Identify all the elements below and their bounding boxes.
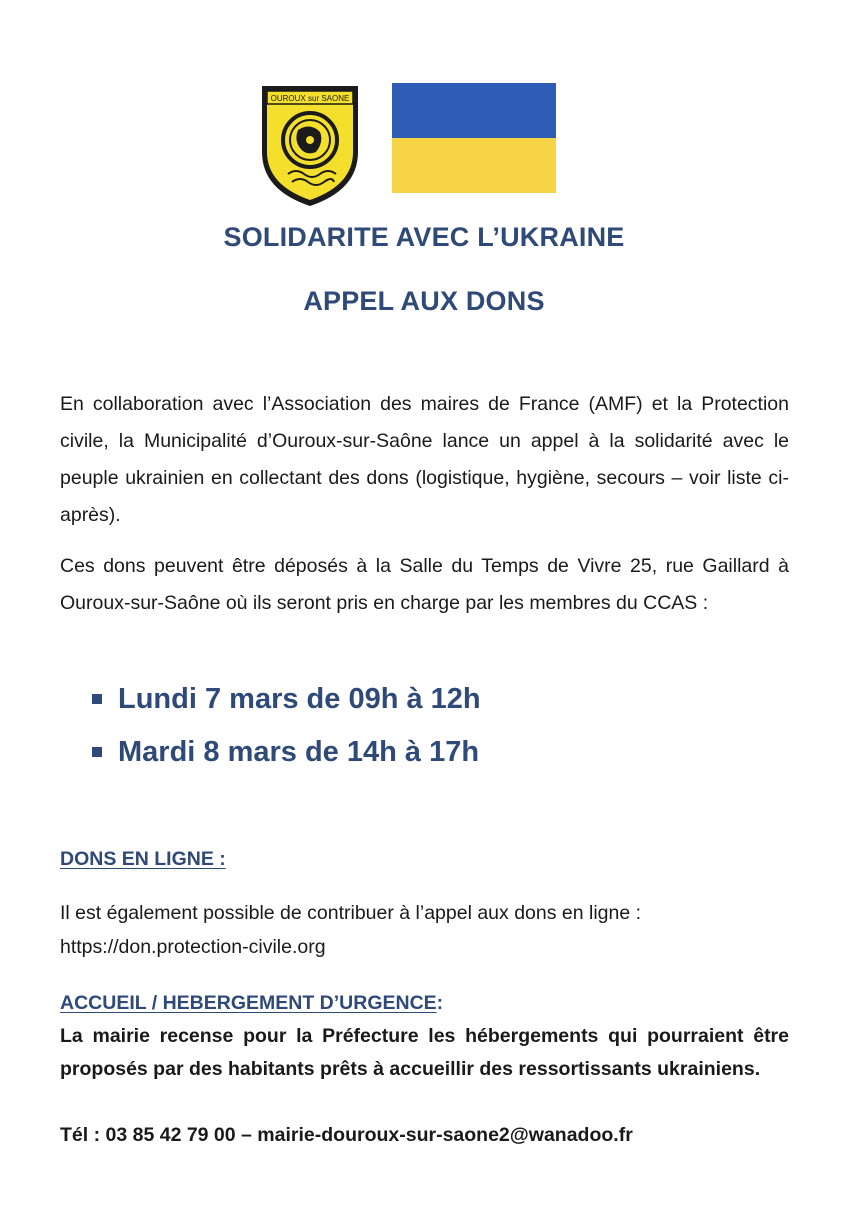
drop-off-paragraph: Ces dons peuvent être déposés à la Salle du Temps de Vivre 25, rue Gaillard à Ouroux-sur-Saône où ils seront pris en charge par les membres du CCAS : xyxy=(60,555,789,614)
schedule-list xyxy=(92,673,481,779)
schedule-item xyxy=(92,673,481,726)
donation-link[interactable]: https://don.protection-civile.org xyxy=(60,936,326,958)
title-solidarite: SOLIDARITE AVEC L’UKRAINE xyxy=(223,222,625,252)
square-bullet-icon xyxy=(92,694,102,704)
ouroux-crest-logo xyxy=(258,82,362,210)
heading-colon: : xyxy=(436,992,444,1014)
ukraine-flag xyxy=(392,83,556,193)
emergency-housing-heading xyxy=(60,992,443,1015)
intro-paragraph: En collaboration avec l’Association des maires de France (AMF) et la Protection civile, la Municipalité d’Ouroux-sur-Saône lance un appel à la solidarité avec le peuple ukrainien en collectant des dons (logistique, hygiène, secours – voir liste ci-après). xyxy=(60,393,789,526)
online-donations-sentence: Il est également possible de contribuer à l’appel aux dons en ligne : xyxy=(60,902,642,924)
emergency-housing-heading-text: ACCUEIL / HEBERGEMENT D’URGENCE xyxy=(60,992,437,1014)
flag-blue-band xyxy=(392,83,556,138)
online-donations-text xyxy=(60,896,800,964)
schedule-item-text: Mardi 8 mars de 14h à 17h xyxy=(118,736,480,768)
schedule-item xyxy=(92,726,481,779)
schedule-item-text: Lundi 7 mars de 09h à 12h xyxy=(118,683,481,715)
square-bullet-icon xyxy=(92,747,102,757)
crest-lettering: OUROUX sur SAONE xyxy=(270,94,350,103)
title-appel-aux-dons: APPEL AUX DONS xyxy=(303,286,545,316)
flag-yellow-band xyxy=(392,138,556,193)
online-donations-heading: DONS EN LIGNE : xyxy=(60,848,226,870)
housing-paragraph: La mairie recense pour la Préfecture les hébergements qui pourraient être proposés par des habitants prêts à accueillir des ressortissants ukrainiens. xyxy=(60,1025,789,1080)
contact-line[interactable]: Tél : 03 85 42 79 00 – mairie-douroux-sur-saone2@wanadoo.fr xyxy=(60,1124,633,1146)
